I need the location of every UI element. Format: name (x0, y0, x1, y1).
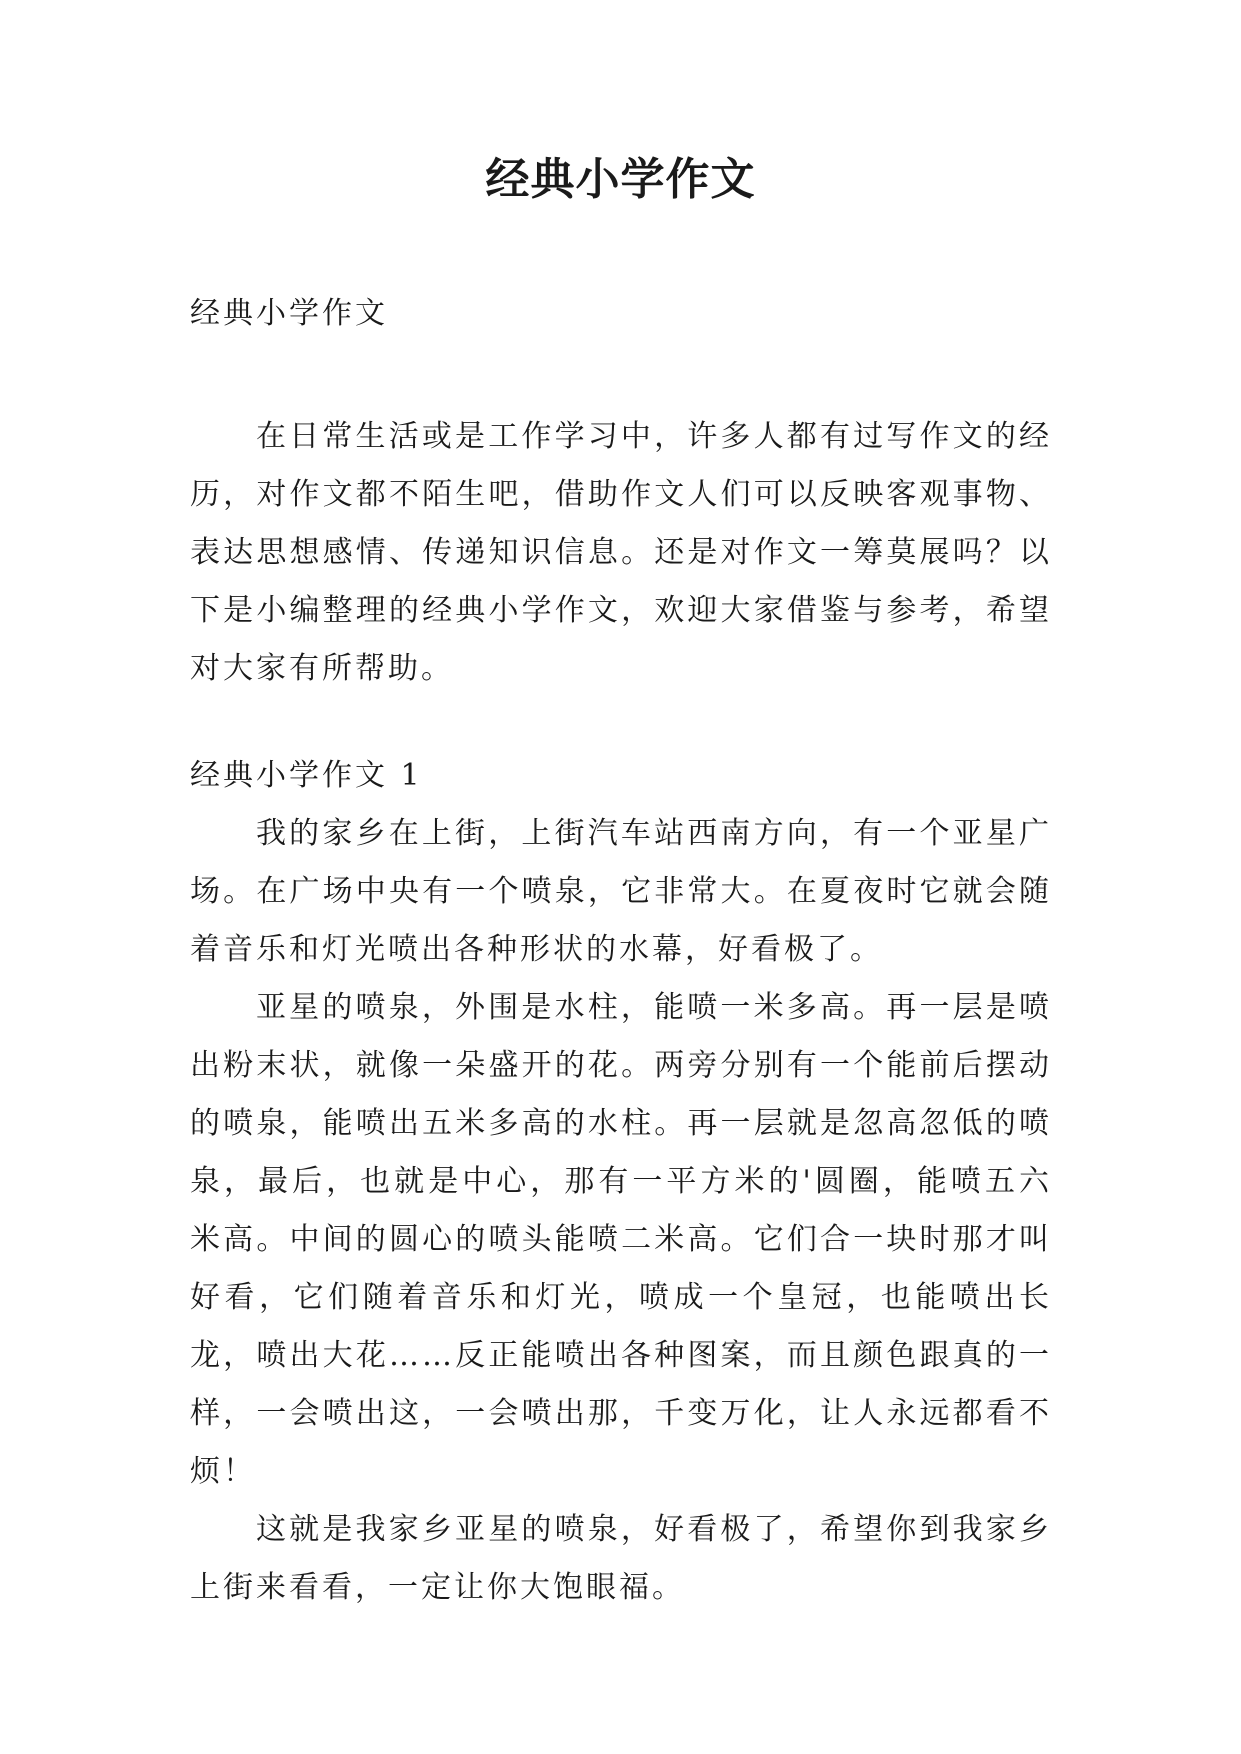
section-paragraph: 这就是我家乡亚星的喷泉，好看极了，希望你到我家乡上街来看看，一定让你大饱眼福。 (190, 1512, 1052, 1605)
section-paragraph: 亚星的喷泉，外围是水柱，能喷一米多高。再一层是喷出粉末状，就像一朵盛开的花。两旁分别有一个能前后摆动的喷泉，能喷出五米多高的水柱。再一层就是忽高忽低的喷泉，最后，也就是中心，那有一平方米的'圆圈，能喷五六米高。中间的圆心的喷头能喷二米高。它们合一块时那才叫好看，它们随着音乐和灯光，喷成一个皇冠，也能喷出长龙，喷出大花……反正能喷出各种图案，而且颜色跟真的一样，一会喷出这，一会喷出那，千变万化，让人永远都看不烦！ (190, 990, 1052, 1489)
document-subtitle: 经典小学作文 (190, 296, 388, 331)
intro-paragraph: 在日常生活或是工作学习中，许多人都有过写作文的经历，对作文都不陌生吧，借助作文人们可以反映客观事物、表达思想感情、传递知识信息。还是对作文一筹莫展吗？以下是小编整理的经典小学作文，欢迎大家借鉴与参考，希望对大家有所帮助。 (190, 419, 1052, 686)
section-heading: 经典小学作文 1 (190, 758, 423, 793)
essay-section-1 (190, 747, 1052, 1617)
section-paragraph: 我的家乡在上街，上街汽车站西南方向，有一个亚星广场。在广场中央有一个喷泉，它非常大。在夏夜时它就会随着音乐和灯光喷出各种形状的水幕，好看极了。 (190, 816, 1052, 967)
intro-section (190, 408, 1052, 698)
document-title: 经典小学作文 (485, 154, 756, 205)
